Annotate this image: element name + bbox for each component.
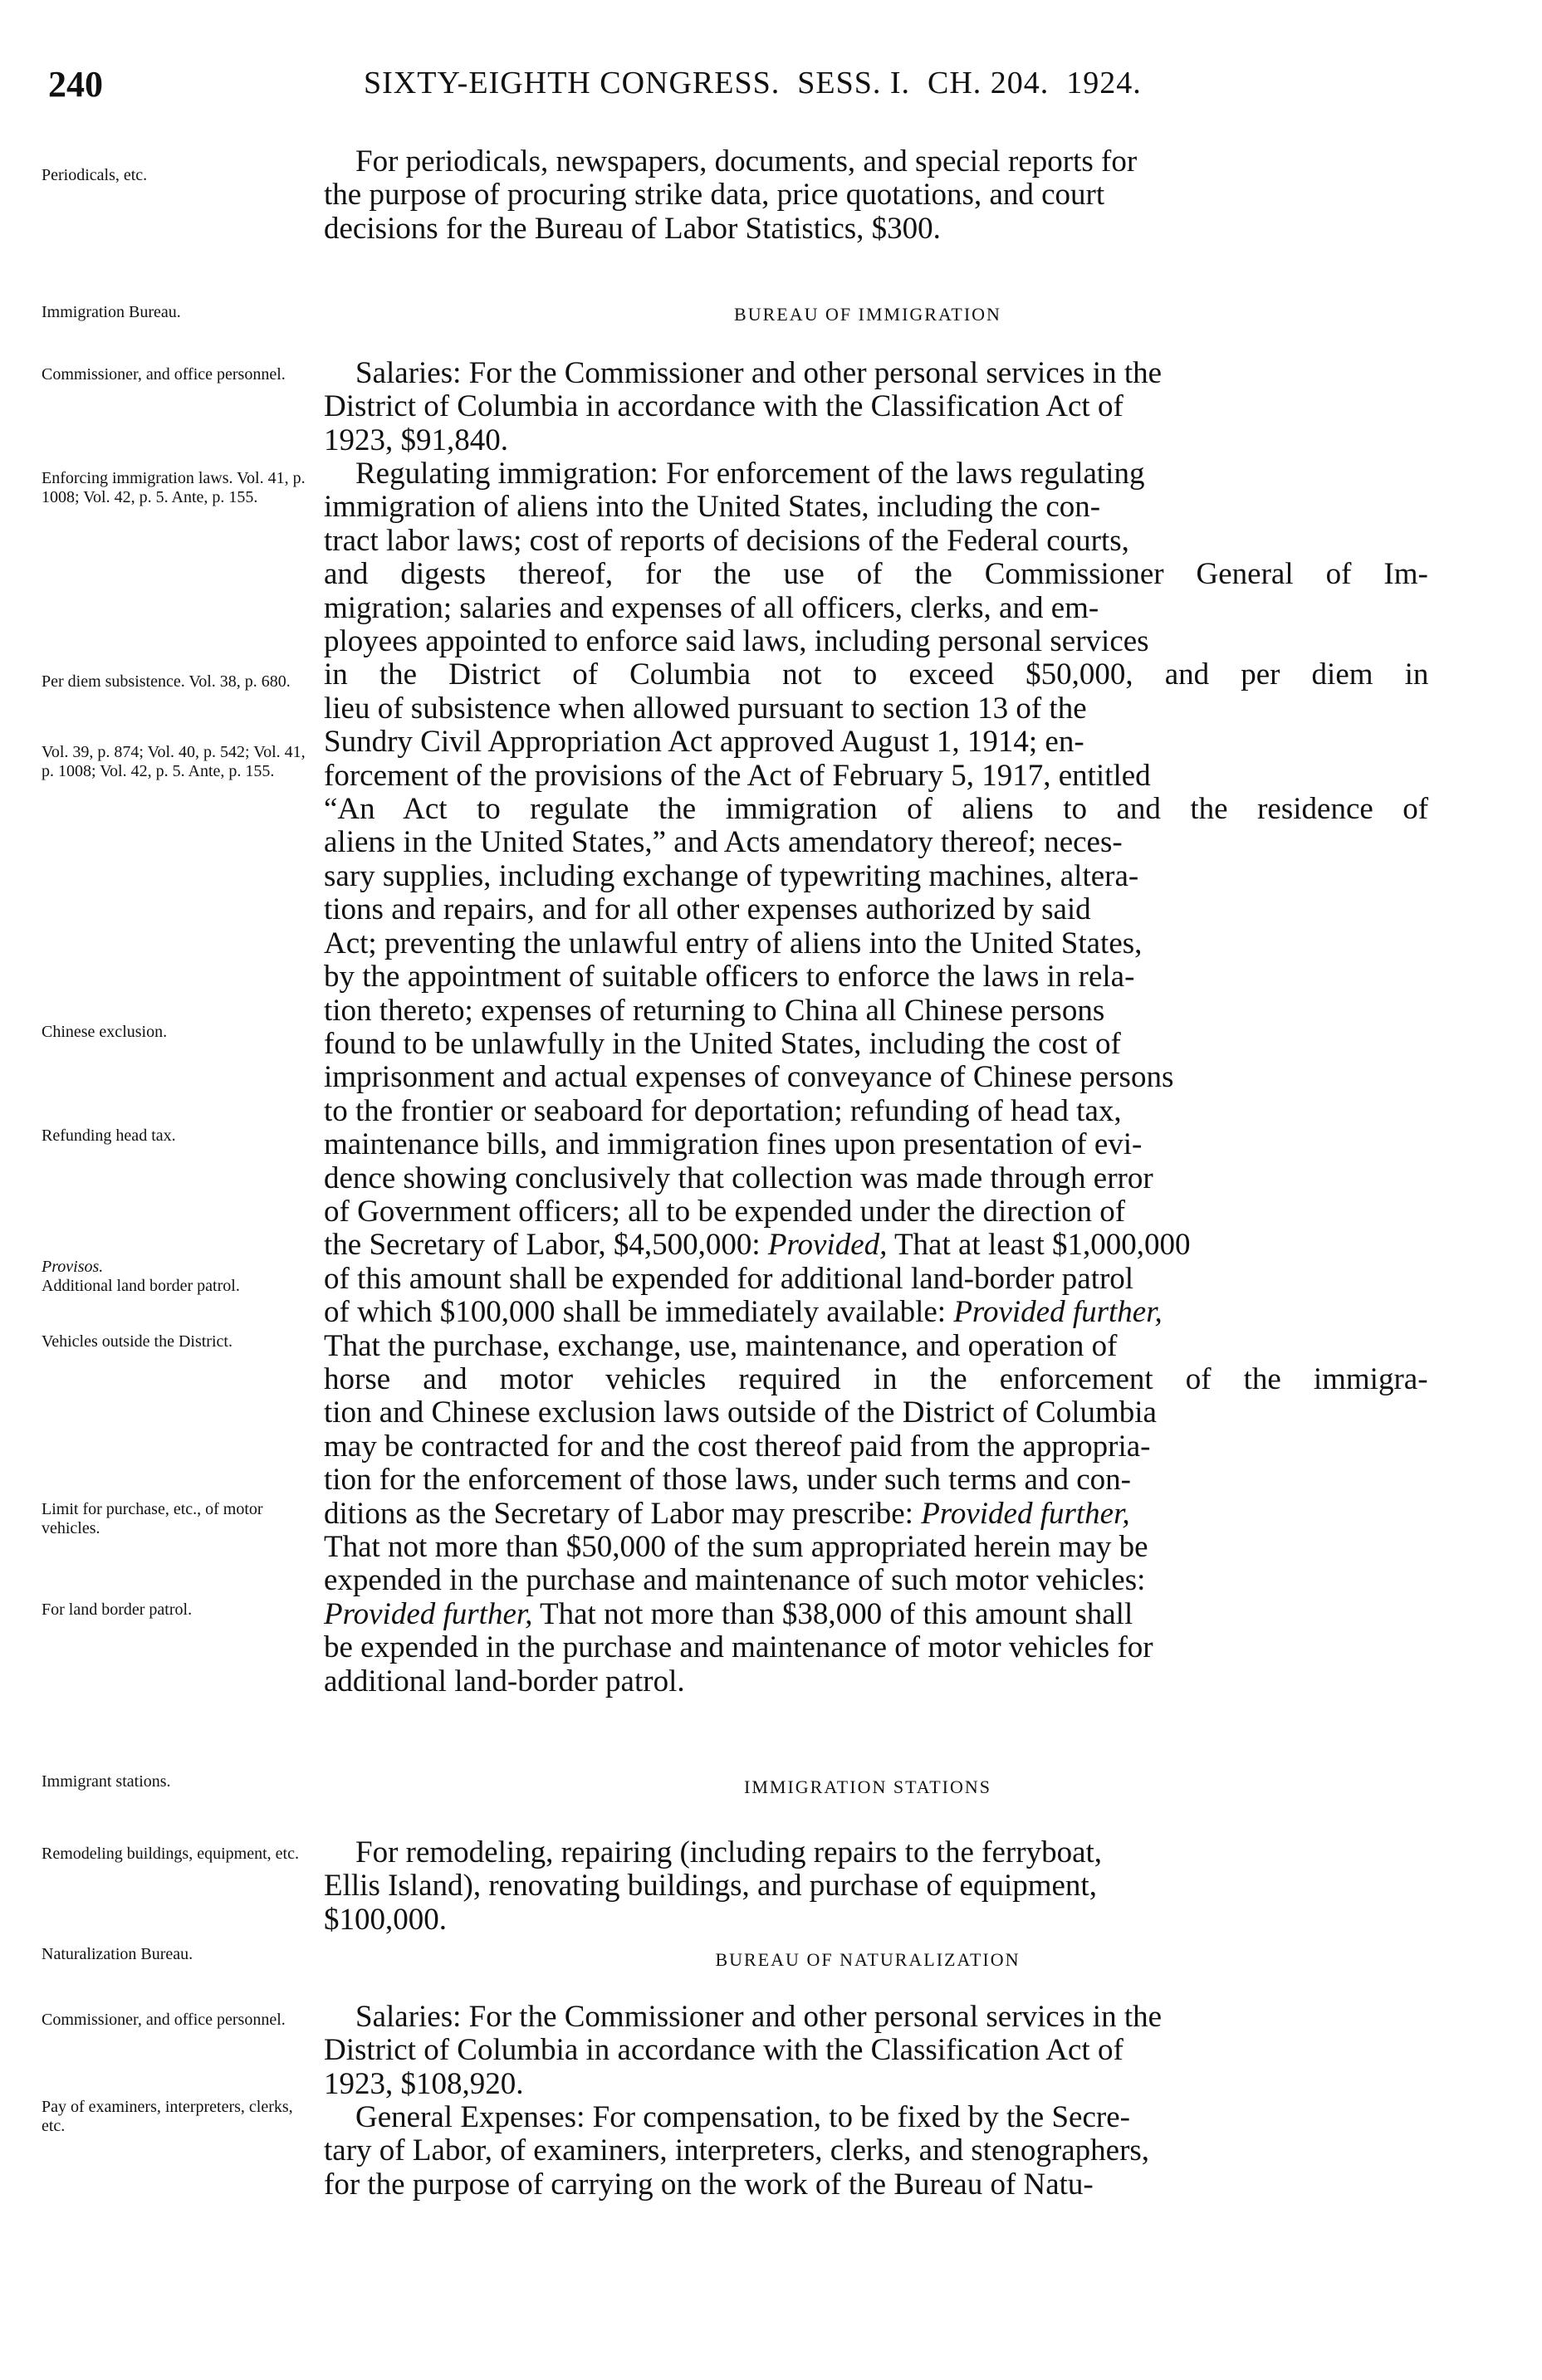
proviso-italic: Provided further, xyxy=(324,1596,533,1631)
margin-note-remodeling: Remodeling buildings, equipment, etc. xyxy=(42,1845,299,1863)
text-segment: That not more than $38,000 of this amount shall xyxy=(532,1596,1133,1631)
text-line: Sundry Civil Appropriation Act approved August 1, 1914; en- xyxy=(324,725,1084,760)
margin-note-periodicals: Periodicals, etc. xyxy=(42,166,148,184)
margin-note-naturalization-bureau: Naturalization Bureau. xyxy=(42,1945,193,1963)
text-line: 1923, $91,840. xyxy=(324,423,508,457)
proviso-italic: Provided further, xyxy=(953,1295,1163,1330)
text-line: be expended in the purchase and maintenance of motor vehicles for xyxy=(324,1630,1153,1665)
text-line xyxy=(324,1598,1428,1631)
provisos-label: Provisos. xyxy=(42,1258,104,1276)
margin-note-provisos xyxy=(42,1258,316,1296)
text-line: Regulating immigration: For enforcement of the laws regulating xyxy=(355,457,1145,491)
text-line: District of Columbia in accordance with the Classification Act of xyxy=(324,389,1123,424)
text-line: For periodicals, newspapers, documents, and special reports for xyxy=(355,144,1138,178)
text-line: expended in the purchase and maintenance of such motor vehicles: xyxy=(324,1563,1146,1598)
margin-note-vol-refs: Vol. 39, p. 874; Vol. 40, p. 542; Vol. 41, p. 1008; Vol. 42, p. 5. Ante, p. 155. xyxy=(42,743,306,780)
text-line: dence showing conclusively that collection was made through error xyxy=(324,1161,1153,1195)
additional-land-border-label: Additional land border patrol. xyxy=(42,1277,240,1295)
heading-bureau-of-naturalization: BUREAU OF NATURALIZATION xyxy=(715,1949,1021,1970)
page-number: 240 xyxy=(48,64,103,105)
text-line: additional land-border patrol. xyxy=(324,1664,685,1698)
text-line: maintenance bills, and immigration fines upon presentation of evi- xyxy=(324,1127,1143,1162)
text-line: migration; salaries and expenses of all officers, clerks, and em- xyxy=(324,590,1099,625)
text-line: for the purpose of carrying on the work of the Bureau of Natu- xyxy=(324,2167,1094,2202)
text-line: tions and repairs, and for all other expenses authorized by said xyxy=(324,892,1091,927)
margin-note-vehicles-outside: Vehicles outside the District. xyxy=(42,1332,233,1351)
paragraph-salaries-naturalization xyxy=(324,2001,1428,2101)
text-line: Ellis Island), renovating buildings, and purchase of equipment, xyxy=(324,1869,1097,1904)
text-line: and digests thereof, for the use of the Commissioner General of Im- xyxy=(324,557,1428,592)
heading-immigration-stations: IMMIGRATION STATIONS xyxy=(744,1776,991,1797)
text-line: Salaries: For the Commissioner and other personal services in the xyxy=(355,356,1163,390)
text-segment: of which $100,000 shall be immediately available: xyxy=(324,1295,954,1330)
margin-note-commissioner-2: Commissioner, and office personnel. xyxy=(42,2011,286,2029)
text-line: 1923, $108,920. xyxy=(324,2066,524,2101)
paragraph-remodeling xyxy=(324,1836,1428,1937)
text-line: of this amount shall be expended for additional land-border patrol xyxy=(324,1261,1134,1296)
text-line xyxy=(324,1229,1428,1262)
text-segment: the Secretary of Labor, $4,500,000: xyxy=(324,1228,768,1263)
paragraph-general-expenses xyxy=(324,2101,1428,2202)
text-line: horse and motor vehicles required in the enforcement of the immigra- xyxy=(324,1361,1428,1396)
text-line: may be contracted for and the cost thereof paid from the appropria- xyxy=(324,1429,1151,1464)
text-line: by the appointment of suitable officers to enforce the laws in rela- xyxy=(324,960,1135,995)
margin-note-pay-of-examiners: Pay of examiners, interpreters, clerks, etc. xyxy=(42,2098,293,2135)
text-line xyxy=(324,1498,1428,1531)
text-line: forcement of the provisions of the Act of February 5, 1917, entitled xyxy=(324,758,1151,793)
text-line: tion for the enforcement of those laws, under such terms and con- xyxy=(324,1463,1131,1498)
text-line: For remodeling, repairing (including repairs to the ferryboat, xyxy=(355,1835,1103,1869)
text-line: aliens in the United States,” and Acts amendatory thereof; neces- xyxy=(324,825,1123,860)
paragraph-regulating-immigration xyxy=(324,457,1428,1698)
margin-note-per-diem: Per diem subsistence. Vol. 38, p. 680. xyxy=(42,672,291,691)
text-line: decisions for the Bureau of Labor Statistics, $300. xyxy=(324,211,941,246)
text-line: tion and Chinese exclusion laws outside of the District of Columbia xyxy=(324,1395,1157,1430)
text-line: in the District of Columbia not to exceed $50,000, and per diem in xyxy=(324,657,1429,692)
margin-note-immigration-bureau: Immigration Bureau. xyxy=(42,303,181,321)
text-line: General Expenses: For compensation, to be fixed by the Secre- xyxy=(355,2100,1130,2134)
proviso-italic: Provided, xyxy=(767,1228,888,1263)
proviso-italic: Provided further, xyxy=(921,1496,1130,1531)
text-segment: That at least $1,000,000 xyxy=(887,1228,1191,1263)
text-line: the purpose of procuring strike data, price quotations, and court xyxy=(324,178,1105,213)
text-line: to the frontier or seaboard for deportation; refunding of head tax, xyxy=(324,1093,1122,1128)
text-line: tary of Labor, of examiners, interpreters, clerks, and stenographers, xyxy=(324,2133,1150,2168)
text-segment: ditions as the Secretary of Labor may prescribe: xyxy=(324,1496,922,1531)
running-head: SIXTY-EIGHTH CONGRESS. SESS. I. CH. 204. 1924. xyxy=(364,66,1142,100)
paragraph-periodicals xyxy=(324,145,1428,246)
margin-note-immigrant-stations: Immigrant stations. xyxy=(42,1772,171,1791)
text-line: found to be unlawfully in the United States, including the cost of xyxy=(324,1026,1121,1061)
margin-note-enforcing: Enforcing immigration laws. Vol. 41, p. 1008; Vol. 42, p. 5. Ante, p. 155. xyxy=(42,469,306,506)
text-line: ployees appointed to enforce said laws, including personal services xyxy=(324,624,1149,659)
text-line xyxy=(324,1296,1428,1329)
margin-note-chinese-exclusion: Chinese exclusion. xyxy=(42,1023,168,1041)
paragraph-salaries-immigration xyxy=(324,357,1428,457)
text-line: That not more than $50,000 of the sum appropriated herein may be xyxy=(324,1530,1148,1564)
text-line: $100,000. xyxy=(324,1902,447,1937)
margin-note-commissioner: Commissioner, and office personnel. xyxy=(42,365,286,384)
text-line: tract labor laws; cost of reports of decisions of the Federal courts, xyxy=(324,523,1129,558)
text-line: sary supplies, including exchange of typewriting machines, altera- xyxy=(324,858,1139,893)
margin-note-refunding-head-tax: Refunding head tax. xyxy=(42,1126,176,1145)
text-line: Salaries: For the Commissioner and other personal services in the xyxy=(355,2000,1163,2034)
text-line: Act; preventing the unlawful entry of aliens into the United States, xyxy=(324,926,1143,960)
margin-note-for-land-border: For land border patrol. xyxy=(42,1601,193,1619)
page-header xyxy=(48,63,1402,113)
text-line: “An Act to regulate the immigration of aliens to and the residence of xyxy=(324,792,1429,827)
text-line: District of Columbia in accordance with the Classification Act of xyxy=(324,2033,1123,2068)
text-line: tion thereto; expenses of returning to China all Chinese persons xyxy=(324,993,1105,1028)
margin-note-limit-for-purchase: Limit for purchase, etc., of motor vehicles. xyxy=(42,1500,263,1537)
text-line: immigration of aliens into the United States, including the con- xyxy=(324,490,1101,525)
text-line: imprisonment and actual expenses of conveyance of Chinese persons xyxy=(324,1060,1174,1095)
text-line: That the purchase, exchange, use, maintenance, and operation of xyxy=(324,1328,1118,1363)
heading-bureau-of-immigration: BUREAU OF IMMIGRATION xyxy=(734,304,1001,325)
text-line: lieu of subsistence when allowed pursuant to section 13 of the xyxy=(324,691,1087,726)
text-line: of Government officers; all to be expended under the direction of xyxy=(324,1194,1126,1229)
